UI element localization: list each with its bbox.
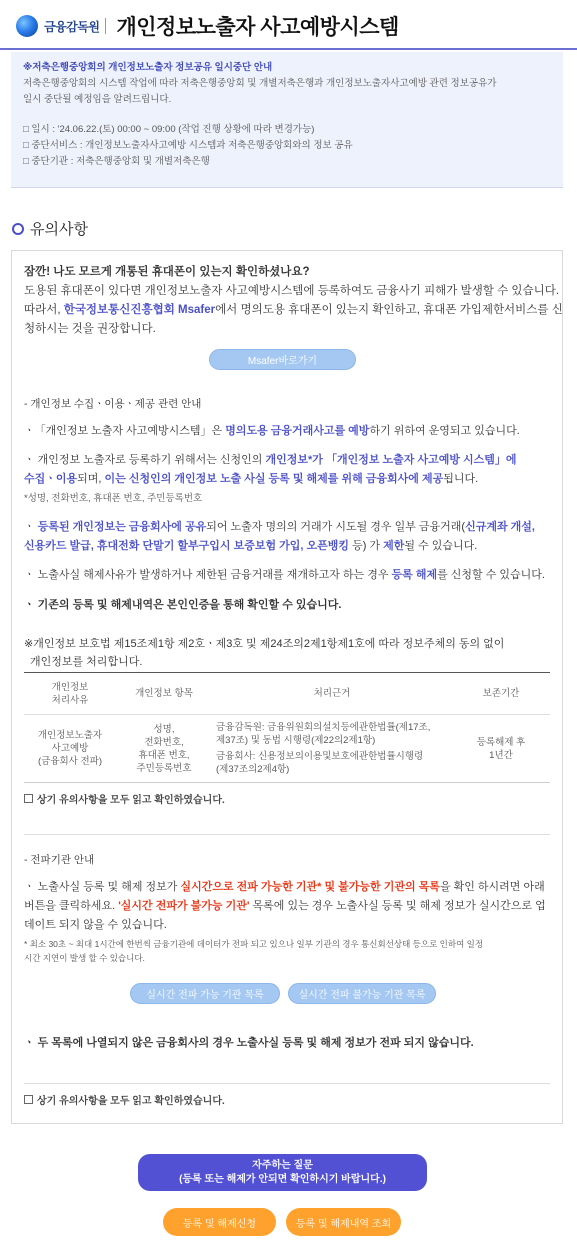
checkbox-icon[interactable] <box>24 1095 33 1104</box>
notice-body-line2: 일시 중단될 예정임을 알려드립니다. <box>23 94 172 105</box>
intro-headline: 잠깐! 나도 모르게 개통된 휴대폰이 있는지 확인하셨나요? <box>24 266 310 278</box>
realtime-impossible-list-button[interactable]: 실시간 전파 불가능 기관 목록 <box>288 983 436 1004</box>
privacy-bullet-4: ㆍ 노출사실 해제사유가 발생하거나 제한된 금융거래를 재개하고자 하는 경우 등록 해제를 신청할 수 있습니다. <box>24 569 545 581</box>
section-divider <box>24 834 550 835</box>
faq-button[interactable] <box>138 1154 427 1191</box>
logo-text: 금융감독원 <box>44 19 100 34</box>
logo-divider <box>105 18 106 34</box>
privacy-table <box>24 672 550 783</box>
notice-item-date: □ 일시 : '24.06.22.(토) 00:00 ~ 09:00 (작업 진행 상황에 따라 변경가능) <box>23 124 315 135</box>
register-release-button[interactable]: 등록 및 해제신청 <box>163 1208 276 1236</box>
notice-body-line1: 저축은행중앙회의 시스템 작업에 따라 저축은행중앙회 및 개별저축은행과 개인정보노출자사고예방 관련 정보공유가 <box>23 78 497 89</box>
intro-line1: 도용된 휴대폰이 있다면 개인정보노출자 사고예방시스템에 등록하여도 금융사기 피해가 발생할 수 있습니다. <box>24 285 560 297</box>
faq-label: 자주하는 질문 <box>252 1159 313 1171</box>
privacy-bullet-1: ㆍ「개인정보 노출자 사고예방시스템」은 명의도용 금융거래사고를 예방하기 위하여 운영되고 있습니다. <box>24 425 520 437</box>
law-line2: 개인정보를 처리합니다. <box>30 656 143 668</box>
table-cell-basis <box>212 715 452 782</box>
confirm-label-1: 상기 유의사항을 모두 읽고 확인하였습니다. <box>37 795 225 806</box>
table-row <box>24 715 550 783</box>
privacy-bullet-2a: ㆍ 개인정보 노출자로 등록하기 위해서는 신청인의 개인정보*가 「개인정보 노출자 사고예방 시스템」에 <box>24 454 517 466</box>
table-cell-retention: 등록해제 후 1년간 <box>476 736 526 761</box>
intro-line2: 따라서, 한국정보통신진흥협회 Msafer에서 명의도용 휴대폰이 있는지 확인하고, 휴대폰 가입제한서비스를 신 <box>24 304 563 316</box>
privacy-bullet-3a: ㆍ 등록된 개인정보는 금융회사에 공유되어 노출자 명의의 거래가 시도될 경우 일부 금융거래(신규계좌 개설, <box>24 521 535 533</box>
realtime-possible-list-button[interactable]: 실시간 전파 가능 기관 목록 <box>130 983 280 1004</box>
caution-box <box>11 250 563 1124</box>
confirm-checkbox-2[interactable] <box>24 1092 225 1107</box>
msafer-button[interactable]: Msafer바로가기 <box>209 349 356 370</box>
law-line1: ※개인정보 보호법 제15조제1항 제2호ㆍ제3호 및 제24조의2제1항제1호에 따라 정보주체의 동의 없이 <box>24 638 505 650</box>
transfer-note-2: 시간 지연이 발생 할 수 있습니다. <box>24 953 145 963</box>
table-cell-items: 성명, 전화번호, 휴대폰 번호, 주민등록번호 <box>136 723 192 774</box>
notice-item-org: □ 중단기관 : 저축은행중앙회 및 개별저축은행 <box>23 156 210 167</box>
transfer-line1: ㆍ 노출사실 등록 및 해제 정보가 실시간으로 전파 가능한 기관* 및 불가능한 기관의 목록을 확인 하시려면 아래 <box>24 881 545 893</box>
table-header-row <box>24 673 550 715</box>
basis-company: 금융회사: 신용정보의이용및보호에관한법률시행령 (제37조의2제4항) <box>216 751 424 775</box>
service-notice <box>11 52 563 188</box>
table-header-items: 개인정보 항목 <box>135 688 193 699</box>
privacy-items-note: *성명, 전화번호, 휴대폰 번호, 주민등록번호 <box>24 493 203 504</box>
section-title: 유의사항 <box>30 221 88 238</box>
table-cell-reason: 개인정보노출자 사고예방 (금융회사 전파) <box>37 730 103 767</box>
faq-sublabel: (등록 또는 해제가 안되면 확인하시기 바랍니다.) <box>179 1173 386 1185</box>
transfer-line2: 버튼을 클릭하세요. '실시간 전파가 불가능 기관' 목록에 있는 경우 노출사실 등록 및 해제 정보가 실시간으로 업 <box>24 900 546 912</box>
page-title: 개인정보노출자 사고예방시스템 <box>116 16 399 39</box>
intro-line3: 청하시는 것을 권장합니다. <box>24 323 156 335</box>
table-header-basis: 처리근거 <box>313 688 351 699</box>
transfer-warning: ㆍ 두 목록에 나열되지 않은 금융회사의 경우 노출사실 등록 및 해제 정보가 전파 되지 않습니다. <box>24 1037 474 1049</box>
transfer-line3: 데이트 되지 않을 수 있습니다. <box>24 919 167 931</box>
section-divider-2 <box>24 1083 550 1084</box>
circle-bullet-icon <box>12 223 24 235</box>
privacy-bullet-3b: 신용카드 발급, 휴대전화 단말기 할부구입시 보증보험 가입, 오픈뱅킹 등) 가 제한될 수 있습니다. <box>24 540 478 552</box>
checkbox-icon[interactable] <box>24 794 33 803</box>
table-header-reason: 개인정보 처리사유 <box>51 681 89 706</box>
table-header-retention: 보존기간 <box>482 688 520 699</box>
transfer-note-1: * 최소 30초 ~ 최대 1시간에 한번씩 금융기관에 데이터가 전파 되고 있으나 일부 기관의 경우 통신회선상태 등으로 인하여 일정 <box>24 939 484 949</box>
privacy-heading: - 개인정보 수집ㆍ이용ㆍ제공 관련 안내 <box>24 398 202 410</box>
notice-title: ※저축은행중앙회의 개인정보노출자 정보공유 일시중단 안내 <box>23 62 273 73</box>
privacy-bullet-5: ㆍ 기존의 등록 및 해제내역은 본인인증을 통해 확인할 수 있습니다. <box>24 599 342 611</box>
header-underline <box>0 48 577 50</box>
header <box>0 0 577 52</box>
confirm-label-2: 상기 유의사항을 모두 읽고 확인하였습니다. <box>37 1096 225 1107</box>
msafer-link-text: 한국정보통신진흥협회 Msafer <box>63 304 216 316</box>
fss-logo-icon <box>16 15 38 37</box>
confirm-checkbox-1[interactable] <box>24 791 225 806</box>
fss-logo[interactable] <box>16 15 99 37</box>
privacy-bullet-2b: 수집ㆍ이용되며, 이는 신청인의 개인정보 노출 사실 등록 및 해제를 위해 금융회사에 제공됩니다. <box>24 473 479 485</box>
history-lookup-button[interactable]: 등록 및 해제내역 조회 <box>286 1208 401 1236</box>
transfer-heading: - 전파기관 안내 <box>24 854 95 866</box>
basis-fss: 금융감독원: 금융위원회의설치등에관한법률(제17조, 제37조) 및 동법 시행령(제22의2제1항) <box>216 722 431 746</box>
section-heading <box>12 218 88 239</box>
notice-item-service: □ 중단서비스 : 개인정보노출자사고예방 시스템과 저축은행중앙회와의 정보 공유 <box>23 140 353 151</box>
